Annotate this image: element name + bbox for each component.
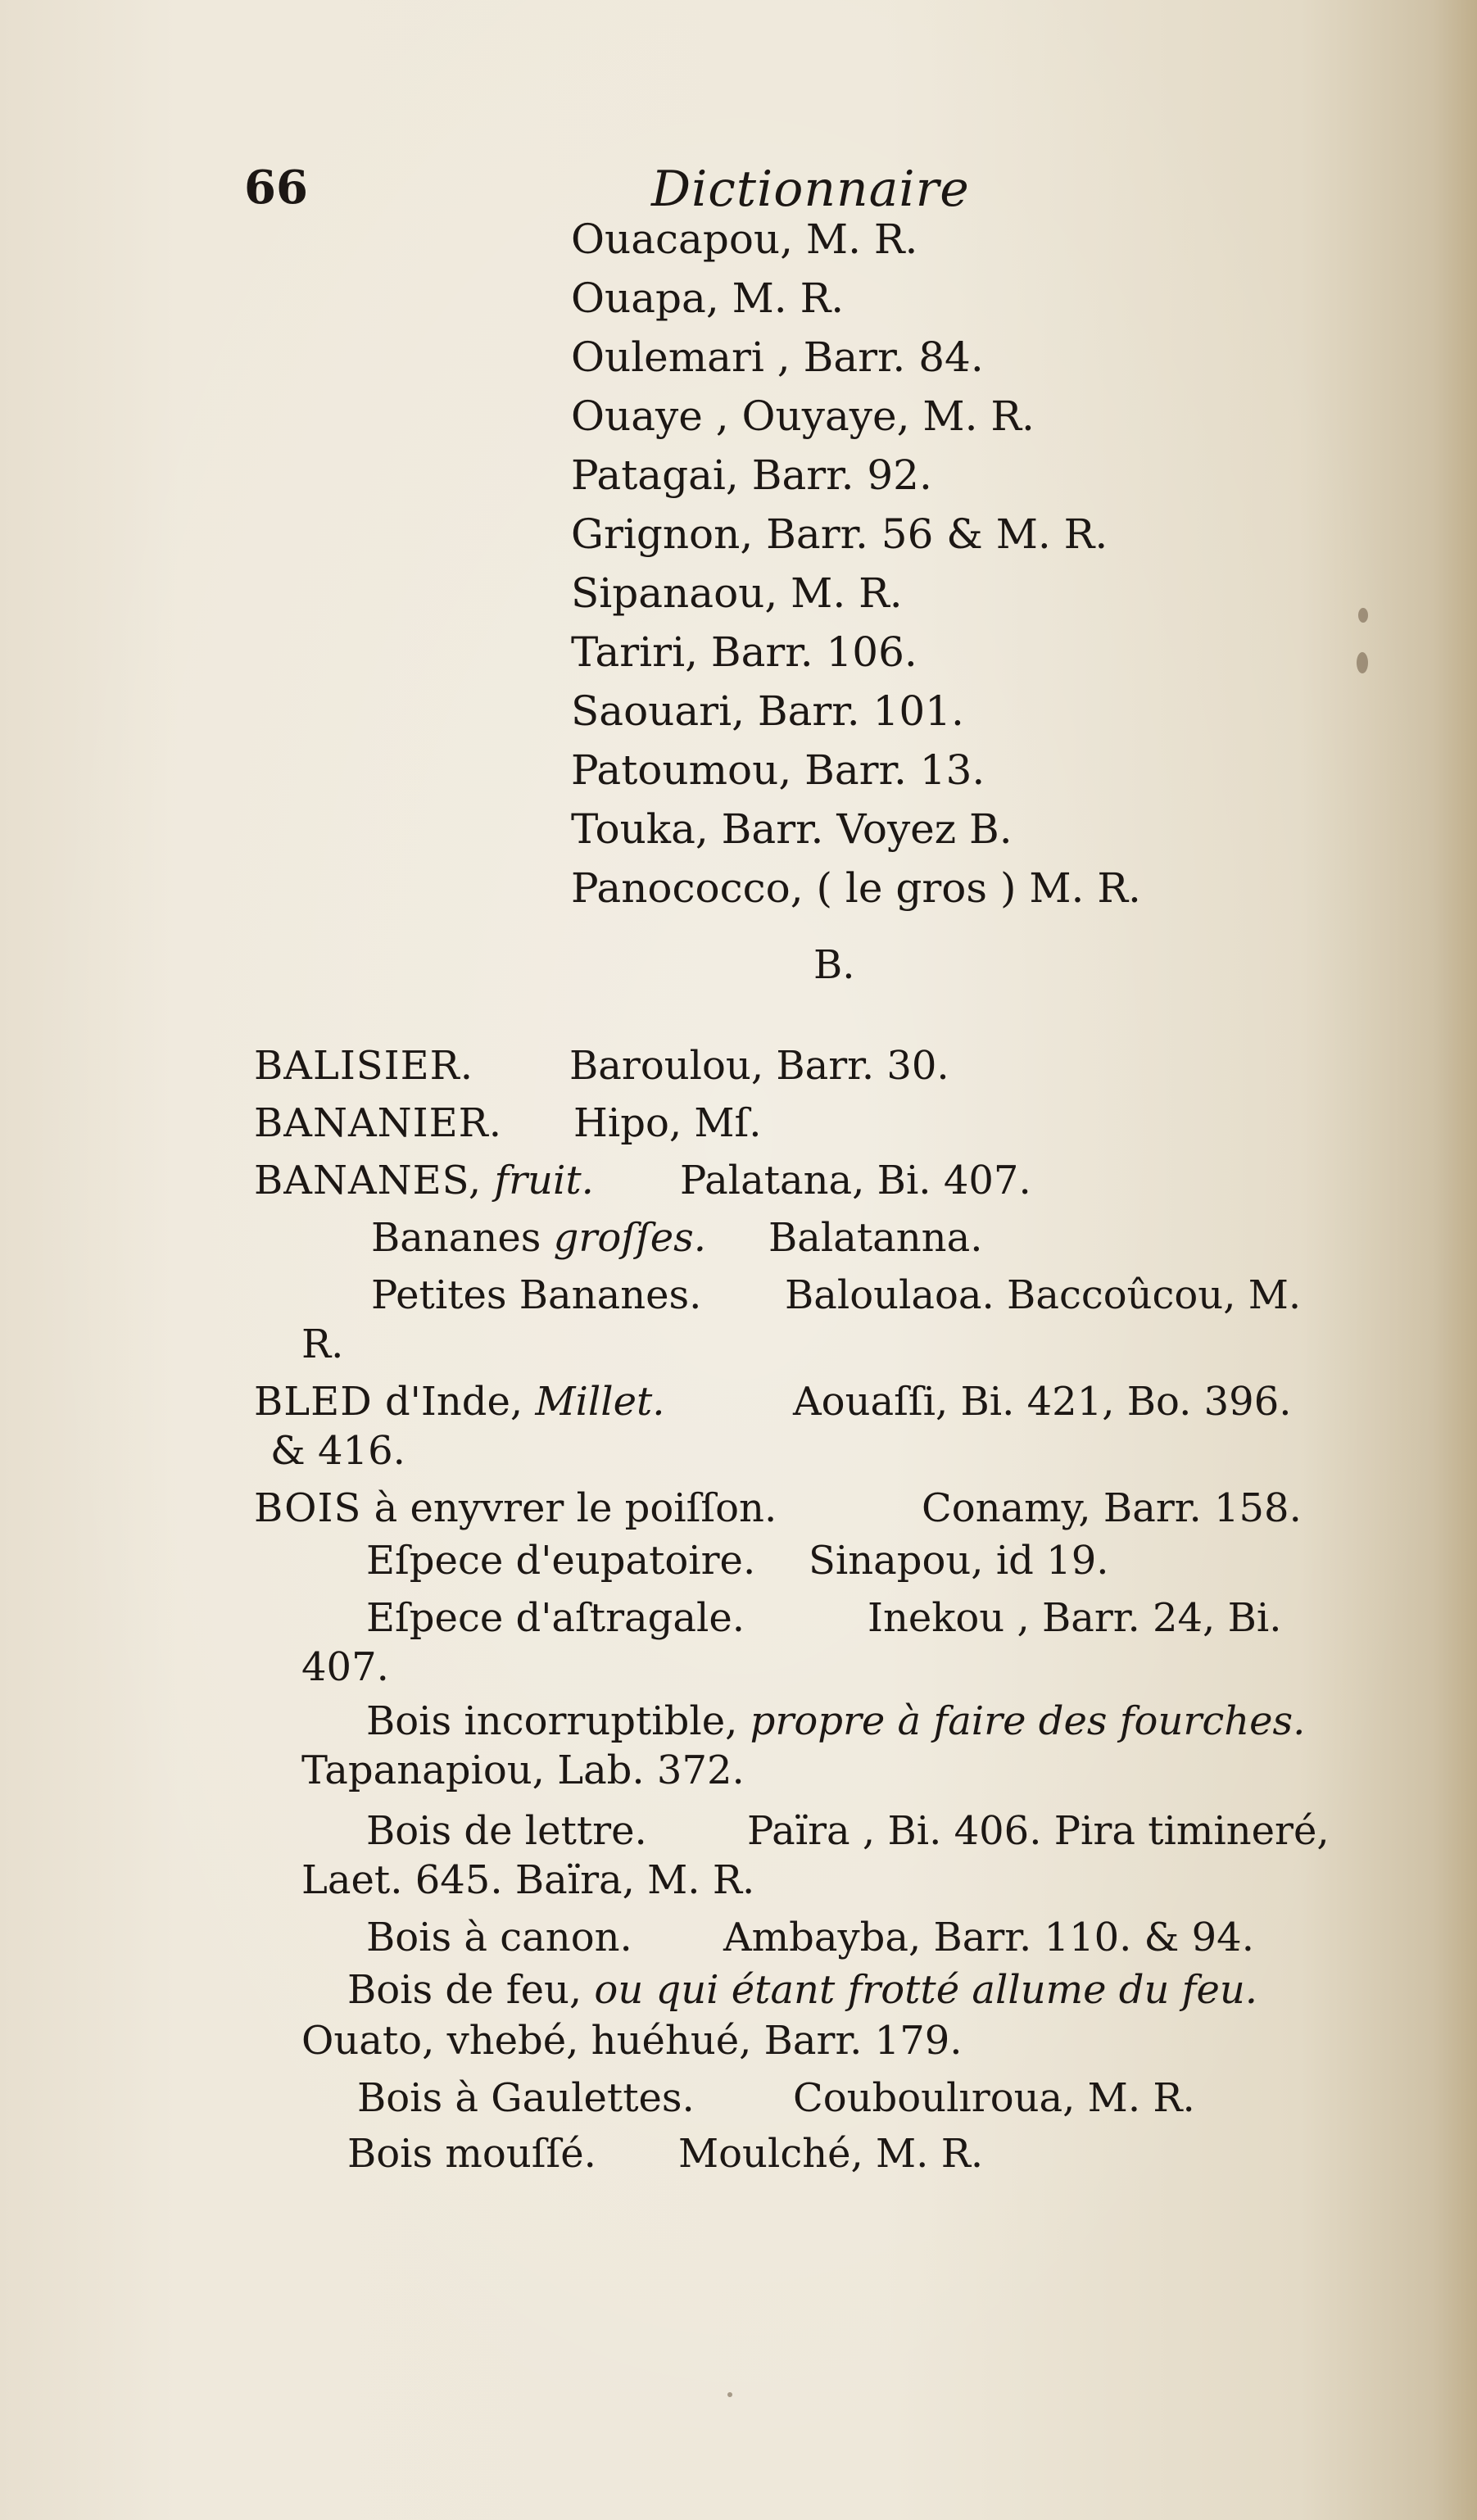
entry-canon [366,1914,1254,1961]
entry-translation: Baroulou, Barr. 30. [569,1043,949,1089]
entry-lead: Bananes [371,1215,541,1261]
entry-headword: BANANIER. [254,1100,502,1146]
entry-continuation: R. [301,1321,344,1367]
entry-lead: Bois mouſſé. [347,2131,596,2177]
list-item: Ouaye , Ouyaye, M. R. [571,392,1035,440]
list-item: Touka, Barr. Voyez B. [571,805,1013,853]
entry-lead: Bois de lettre. [366,1808,647,1854]
entry-lead: Bois à Gaulettes. [357,2075,695,2121]
page-number: 66 [244,161,308,215]
entry-translation: Couboulıroua, M. R. [793,2075,1195,2121]
entry-continuation: Ouato, vhebé, huéhué, Barr. 179. [301,2018,963,2064]
list-item: Oulemari , Barr. 84. [571,333,984,381]
entry-translation: Païra , Bi. 406. Pira timineré, [747,1808,1330,1854]
entry-translation: Hipo, Mſ. [573,1100,762,1146]
entry-lead: Eſpece d'aſtragale. [366,1595,745,1641]
entry-note: Millet. [535,1379,665,1425]
entry-headword: BOIS [254,1485,362,1531]
entry-mousse [347,2130,984,2178]
entry-translation: Baloulaoa. Baccoûcou, M. [785,1272,1302,1318]
entry-balisier [254,1042,949,1090]
list-item: Ouapa, M. R. [571,274,845,322]
entry-bananes [254,1157,1031,1204]
list-item: Grignon, Barr. 56 & M. R. [571,510,1108,558]
entry-continuation: & 416. [270,1428,405,1474]
entry-translation: Conamy, Barr. 158. [922,1485,1302,1531]
entry-feu [347,1966,1257,2014]
entry-headword: BANANES, [254,1158,483,1203]
list-item: Ouacapou, M. R. [571,215,918,263]
entry-lettre [366,1807,1330,1855]
entry-gaulettes [357,2074,1195,2122]
entry-petites-bananes [371,1271,1302,1319]
entry-continuation: 407. [301,1644,389,1690]
entry-lead: Bois à canon. [366,1915,632,1960]
entry-incorruptible [366,1697,1305,1745]
running-title: Dictionnaire [651,161,970,218]
list-item: Patagai, Barr. 92. [571,451,932,499]
list-item: Patoumou, Barr. 13. [571,746,985,794]
list-item: Panococco, ( le gros ) M. R. [571,864,1141,912]
list-item: Sipanaou, M. R. [571,569,903,617]
entry-lead: d'Inde, [384,1379,523,1425]
entry-lead: Petites Bananes. [371,1272,702,1318]
entry-note: ou qui étant frotté allume du feu. [594,1967,1258,2013]
entry-lead: Bois incorruptible, [366,1698,738,1744]
entry-bananier [254,1099,762,1147]
paper-speck [727,2392,732,2397]
running-head [244,161,970,218]
entry-astragale [366,1594,1282,1642]
entry-lead: Bois de feu, [347,1967,582,2013]
entry-lead: à enyvrer le poiſſon. [374,1485,777,1531]
entry-translation: Balatanna. [768,1215,983,1261]
entry-translation: Moulché, M. R. [678,2131,984,2177]
entry-translation: Inekou , Barr. 24, Bi. [868,1595,1282,1641]
entry-eupatoire [366,1537,1109,1584]
entry-continuation: Laet. 645. Baïra, M. R. [301,1857,755,1903]
entry-note: propre à faire des fourches. [750,1698,1306,1744]
entry-note: groſſes. [553,1215,707,1261]
entry-continuation: Tapanapiou, Lab. 372. [301,1747,745,1793]
entry-translation: Ambayba, Barr. 110. & 94. [723,1915,1254,1960]
entry-bled [254,1378,1292,1425]
entry-translation: Sinapou, id 19. [809,1538,1109,1584]
entry-lead: Eſpece d'eupatoire. [366,1538,756,1584]
entry-translation: Aouaſſi, Bi. 421, Bo. 396. [793,1379,1292,1425]
entry-headword: BLED [254,1379,373,1425]
list-item: Saouari, Barr. 101. [571,687,964,735]
entry-bananes-grosses [371,1214,983,1262]
entry-bois [254,1484,1302,1532]
entry-headword: BALISIER. [254,1043,474,1089]
entry-note: fruit. [494,1158,594,1203]
paper-speck [1358,608,1368,623]
list-item: Tariri, Barr. 106. [571,628,917,676]
paper-speck [1357,652,1368,673]
entry-translation: Palatana, Bi. 407. [680,1158,1031,1203]
section-letter: B. [813,942,855,988]
